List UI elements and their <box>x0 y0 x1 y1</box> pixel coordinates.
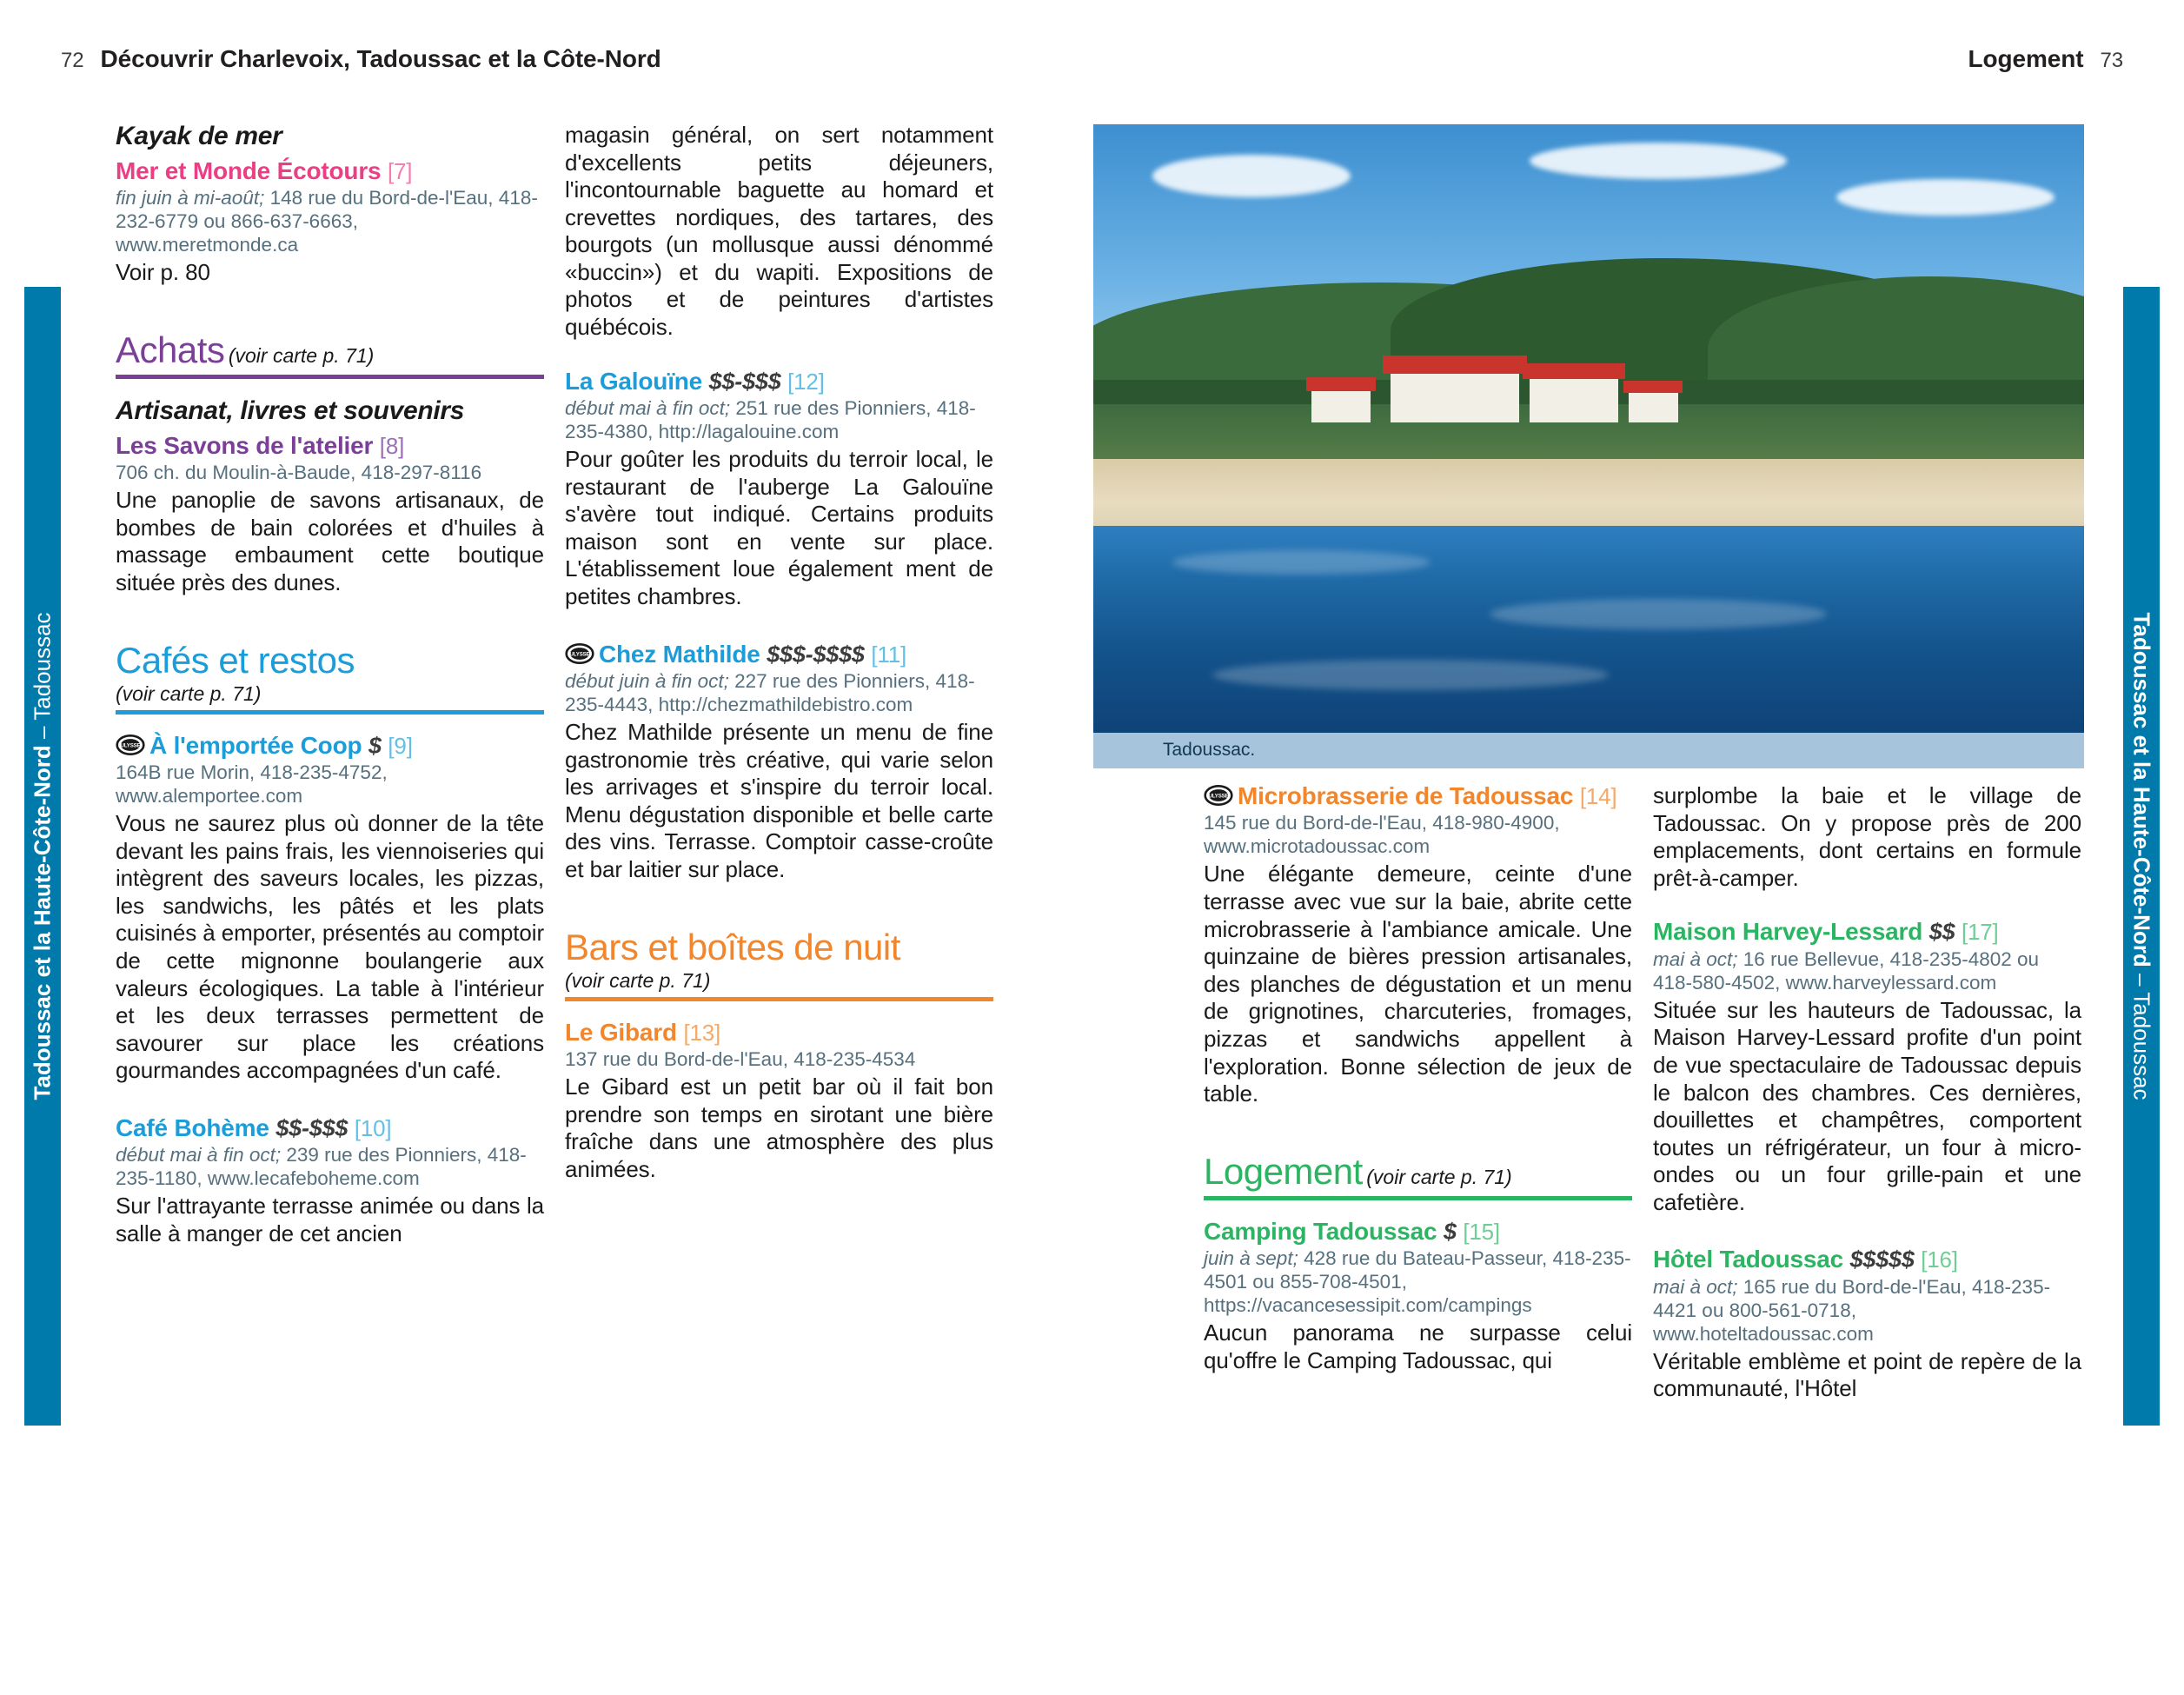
spacer <box>565 887 993 929</box>
entry-mer-et-monde <box>116 157 544 287</box>
spacer <box>1653 1220 2081 1246</box>
right-text-columns <box>1204 782 2081 1406</box>
entry-title: Hôtel Tadoussac <box>1653 1246 1843 1273</box>
entry-body: Voir p. 80 <box>116 259 210 286</box>
entry-a-lemportee <box>116 732 544 1085</box>
section-title: Logement <box>1204 1150 1363 1192</box>
section-bars <box>565 926 993 1001</box>
left-running-head-title: Découvrir Charlevoix, Tadoussac et la Côte-Nord <box>100 45 661 72</box>
section-map-note: (voir carte p. 71) <box>565 968 711 992</box>
section-heading <box>116 329 544 370</box>
right-folio: 73 <box>2100 49 2123 72</box>
entry-maison-harvey-lessard <box>1653 918 2081 1216</box>
entry-meta: 706 ch. du Moulin-à-Baude, 418-297-8116 <box>116 462 482 484</box>
entry-contact: 165 rue du Bord-de-l'Eau, 418-235-4421 ou 800-561-0718, www.hoteltadoussac.com <box>1653 1275 2051 1345</box>
svg-text:ULYSSE: ULYSSE <box>569 650 590 657</box>
column-2 <box>565 122 993 1251</box>
spacer <box>116 601 544 642</box>
entry-meta <box>565 396 993 443</box>
spacer <box>116 1088 544 1114</box>
artisanat-subheading: Artisanat, livres et souvenirs <box>116 396 465 425</box>
entry-name <box>116 432 544 460</box>
entry-la-galouine <box>565 368 993 611</box>
entry-name <box>116 732 544 760</box>
section-cafes-restos <box>116 639 544 715</box>
entry-map-number: [14] <box>1579 783 1617 809</box>
entry-body: Une panoplie de savons artisanaux, de bombes de bain colorées et d'huiles à massage embaument cette boutique située près des dunes. <box>116 487 544 596</box>
entry-map-number: [15] <box>1463 1218 1500 1245</box>
column-4 <box>1653 782 2081 1406</box>
entry-contact: 227 rue des Pionniers, 418-235-4443, http://chezmathildebistro.com <box>565 670 975 716</box>
camping-continued-text: surplombe la baie et le village de Tadoussac. On y propose près de 200 emplacements, dont certains en formule prêt-à-camper. <box>1653 782 2081 891</box>
column-3 <box>1204 782 1632 1406</box>
section-map-note: (voir carte p. 71) <box>116 681 262 705</box>
entry-map-number: [12] <box>787 368 825 395</box>
spacer <box>565 342 993 368</box>
entry-contact: 251 rue des Pionniers, 418-235-4380, http://lagalouine.com <box>565 397 976 443</box>
left-side-tab-region: Tadoussac et la Haute-Côte-Nord <box>29 745 56 1100</box>
water-shimmer <box>1212 660 1609 690</box>
entry-meta <box>1653 1275 2081 1346</box>
entry-price: $$-$$$ <box>708 368 781 395</box>
entry-body: Sur l'attrayante terrasse animée ou dans la salle à manger de cet ancien <box>116 1193 544 1246</box>
entry-name <box>565 368 993 396</box>
entry-price: $ <box>1443 1218 1457 1245</box>
right-running-head <box>1968 45 2123 73</box>
building <box>1629 389 1678 423</box>
entry-body: Située sur les hauteurs de Tadoussac, la Maison Harvey-Lessard profite d'un point de vue spectaculaire de Tadoussac depuis le balcon des chambres. Ces dernières, douillettes et champêtres, comportent toutes un réfrigérateur, un four à micro-ondes ou un four grille-pain et une cafetière. <box>1653 996 2081 1215</box>
photo-caption: Tadoussac. <box>1093 733 2084 768</box>
entry-meta <box>1204 1246 1632 1317</box>
spacer <box>1653 892 2081 918</box>
roof <box>1623 381 1683 393</box>
entry-title: Camping Tadoussac <box>1204 1217 1437 1245</box>
section-map-note: (voir carte p. 71) <box>1366 1165 1512 1188</box>
cloud <box>1530 143 1787 179</box>
entry-body: Aucun panorama ne surpasse celui qu'offre le Camping Tadoussac, qui <box>1204 1319 1632 1373</box>
entry-season: juin à sept; <box>1204 1247 1298 1270</box>
section-rule <box>116 710 544 715</box>
entry-meta: 164B rue Morin, 418-235-4752, www.alemportee.com <box>116 761 388 808</box>
entry-map-number: [17] <box>1962 919 1999 946</box>
entry-body: Chez Mathilde présente un menu de fine gastronomie très créative, qui varie selon les arrivages et s'inspire du terroir local. Menu dégustation disponible et belle carte des vins. Terrasse. Comptoir casse-croûte et bar laitier sur place. <box>565 719 993 882</box>
right-side-tab-region: Tadoussac et la Haute-Côte-Nord <box>2128 612 2155 967</box>
building <box>1311 386 1371 422</box>
entry-contact: 239 rue des Pionniers, 418-235-1180, www.lecafeboheme.com <box>116 1144 527 1190</box>
entry-price: $$ <box>1928 919 1955 946</box>
entry-camping-tadoussac <box>1204 1218 1632 1375</box>
entry-name <box>1653 918 2081 946</box>
entry-name <box>1204 1218 1632 1246</box>
left-side-tab <box>24 287 61 1426</box>
entry-savons <box>116 432 544 597</box>
section-heading <box>116 639 544 705</box>
entry-price: $ <box>368 732 382 759</box>
entry-map-number: [7] <box>387 157 413 184</box>
beach <box>1093 459 2084 532</box>
entry-map-number: [16] <box>1921 1246 1958 1273</box>
entry-chez-mathilde <box>565 641 993 884</box>
entry-season: début mai à fin oct; <box>565 397 731 420</box>
entry-body: Le Gibard est un petit bar où il fait bon prendre son temps en sirotant une bière fraîche dans une atmosphère des plus animées. <box>565 1073 993 1182</box>
entry-title: Microbrasserie de Tadoussac <box>1238 782 1574 809</box>
entry-body: Véritable emblème et point de repère de la communauté, l'Hôtel <box>1653 1347 2081 1402</box>
entry-title: Maison Harvey-Lessard <box>1653 918 1923 946</box>
entry-season: mai à oct; <box>1653 947 1738 970</box>
entry-title: À l'emportée Coop <box>149 731 362 759</box>
entry-name <box>565 1019 993 1047</box>
section-rule <box>1204 1196 1632 1200</box>
section-title: Achats <box>116 329 225 370</box>
entry-name <box>565 641 993 668</box>
entry-price: $$$-$$$$ <box>767 641 865 668</box>
section-heading <box>1204 1150 1632 1192</box>
entry-title: Le Gibard <box>565 1018 677 1046</box>
entry-cafe-boheme <box>116 1114 544 1248</box>
left-running-head <box>61 45 661 73</box>
entry-title: La Galouïne <box>565 367 703 395</box>
entry-name <box>116 157 544 185</box>
section-map-note: (voir carte p. 71) <box>228 343 375 367</box>
entry-meta <box>565 669 993 716</box>
entry-meta <box>116 1143 544 1190</box>
entry-name <box>116 1114 544 1142</box>
section-rule <box>565 997 993 1001</box>
entry-meta <box>116 186 544 256</box>
entry-contact: 148 rue du Bord-de-l'Eau, 418-232-6779 ou 866-637-6663, www.meretmonde.ca <box>116 187 538 256</box>
tadoussac-photo <box>1093 124 2084 733</box>
entry-title: Café Bohème <box>116 1113 269 1141</box>
boheme-continued-text: magasin général, on sert notamment d'excellents petits déjeuners, l'incontournable baguette au homard et crevettes nordiques, des tartares, des bourgots (un mollusque aussi dénommé «buccin») et du wapiti. Expositions de photos et de peintures d'artistes québécois. <box>565 122 993 341</box>
building <box>1391 368 1519 422</box>
entry-meta <box>1653 947 2081 994</box>
entry-season: fin juin à mi-août; <box>116 187 265 209</box>
entry-body: Pour goûter les produits du terroir local, le restaurant de l'auberge La Galouïne s'avère tout indiqué. Certains produits maison sont en vente sur place. L'établissement loue également ment de petites chambres. <box>565 446 993 609</box>
entry-title: Mer et Monde Écotours <box>116 156 382 184</box>
section-achats <box>116 329 544 379</box>
entry-name <box>1204 782 1632 810</box>
left-side-tab-town: – Tadoussac <box>29 612 56 746</box>
photo-block <box>1093 124 2084 768</box>
entry-map-number: [11] <box>871 641 906 668</box>
entry-season: mai à oct; <box>1653 1275 1738 1298</box>
right-side-tab-town: – Tadoussac <box>2128 967 2155 1100</box>
ulysse-stamp-icon <box>1204 784 1233 807</box>
entry-contact: 428 rue du Bateau-Passeur, 418-235-4501 ou 855-708-4501, https://vacancesessipit.com/campings <box>1204 1247 1631 1317</box>
water-shimmer <box>1172 550 1430 575</box>
roof <box>1523 363 1626 379</box>
entry-le-gibard <box>565 1019 993 1184</box>
kayak-subheading: Kayak de mer <box>116 122 282 150</box>
entry-name <box>1653 1246 2081 1273</box>
entry-title: Chez Mathilde <box>599 640 760 668</box>
entry-meta: 145 rue du Bord-de-l'Eau, 418-980-4900, www.microtadoussac.com <box>1204 812 1560 858</box>
entry-map-number: [10] <box>354 1114 392 1141</box>
entry-season: début juin à fin oct; <box>565 670 729 693</box>
spacer <box>1204 1112 1632 1153</box>
left-text-columns <box>116 122 993 1251</box>
roof <box>1306 377 1376 390</box>
right-running-head-title: Logement <box>1968 45 2084 72</box>
entry-contact: 16 rue Bellevue, 418-235-4802 ou 418-580-4502, www.harveylessard.com <box>1653 947 2040 994</box>
section-logement <box>1204 1150 1632 1200</box>
ulysse-stamp-icon <box>116 734 145 756</box>
column-1 <box>116 122 544 1251</box>
entry-map-number: [9] <box>388 732 413 759</box>
entry-season: début mai à fin oct; <box>116 1144 282 1167</box>
entry-body: Une élégante demeure, ceinte d'une terrasse avec vue sur la baie, abrite cette microbrasserie à l'ambiance amicale. Une quinzaine de bières pression artisanales, des planches de dégustation et un menu de grignotines, charcuteries, fromages, pizzas et sandwichs appellent à l'exploration. Bonne sélection de jeux de table. <box>1204 861 1632 1107</box>
entry-price: $$-$$$ <box>275 1114 349 1141</box>
section-rule <box>116 375 544 379</box>
cloud <box>1836 179 2055 216</box>
entry-price: $$$$$ <box>1849 1246 1915 1273</box>
entry-meta: 137 rue du Bord-de-l'Eau, 418-235-4534 <box>565 1047 916 1070</box>
right-side-tab <box>2123 287 2160 1426</box>
section-heading <box>565 926 993 992</box>
spacer <box>116 290 544 332</box>
svg-text:ULYSSE: ULYSSE <box>120 741 141 748</box>
left-folio: 72 <box>61 49 84 72</box>
entry-microbrasserie <box>1204 782 1632 1108</box>
spacer <box>565 615 993 641</box>
water-shimmer <box>1490 599 1827 629</box>
entry-map-number: [13] <box>683 1019 721 1046</box>
svg-text:ULYSSE: ULYSSE <box>1208 793 1229 800</box>
section-title: Bars et boîtes de nuit <box>565 926 900 967</box>
cloud <box>1152 155 1351 197</box>
entry-body: Vous ne saurez plus où donner de la tête devant les pains frais, les viennoiseries qui intègrent des saveurs locales, les pizzas, les sandwichs, les pâtés et les plats cuisinés à emporter, présentés au comptoir de cette mignonne boulangerie aux valeurs écologiques. La table à l'intérieur et les deux terrasses permettent de savourer sur place les créations gourmandes accompagnées d'un café. <box>116 810 544 1084</box>
entry-map-number: [8] <box>379 432 405 459</box>
entry-title: Les Savons de l'atelier <box>116 431 374 459</box>
building <box>1530 374 1619 422</box>
roof <box>1383 356 1527 374</box>
section-title: Cafés et restos <box>116 639 355 681</box>
entry-hotel-tadoussac <box>1653 1246 2081 1403</box>
ulysse-stamp-icon <box>565 642 594 665</box>
